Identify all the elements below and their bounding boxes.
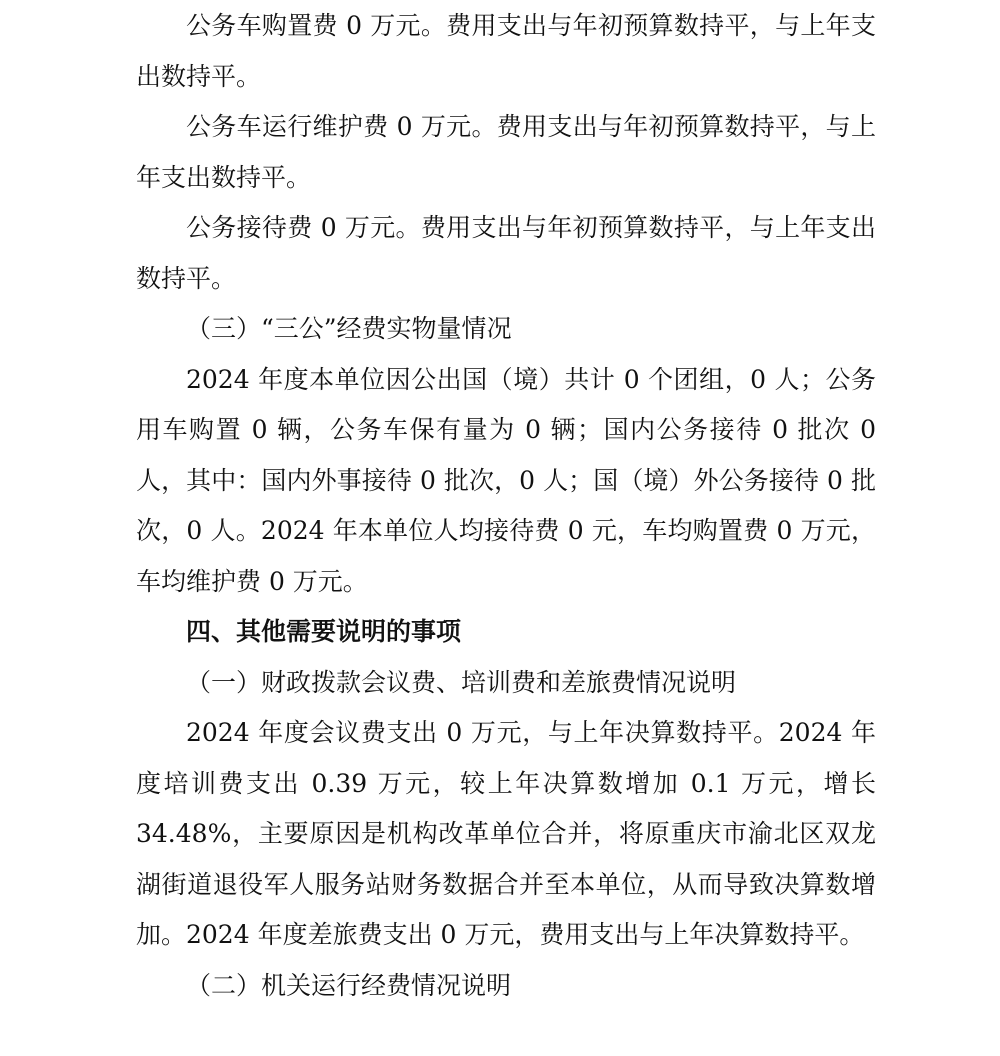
paragraph-official-car-purchase: 公务车购置费 0 万元。费用支出与年初预算数持平，与上年支出数持平。 bbox=[136, 11, 876, 91]
section-heading-physical-quantities: （三）“三公”经费实物量情况 bbox=[186, 314, 512, 343]
paragraph-official-reception: 公务接待费 0 万元。费用支出与年初预算数持平，与上年支出数持平。 bbox=[136, 213, 876, 293]
paragraph-meeting-training-travel: 2024 年度会议费支出 0 万元，与上年决算数持平。2024 年度培训费支出 0.39 万元，较上年决算数增加 0.1 万元，增长 34.48%，主要原因是机构改革单位合并，将原重庆市渝北区双龙湖街道退役军人服务站财务数据合并至本单位，从而导致决算数增加。2024 年度差旅费支出 0 万元，费用支出与上年决算数持平。 bbox=[136, 718, 876, 949]
paragraph-official-car-maintenance: 公务车运行维护费 0 万元。费用支出与年初预算数持平，与上年支出数持平。 bbox=[136, 112, 876, 192]
subsection-heading-meeting-training-travel: （一）财政拨款会议费、培训费和差旅费情况说明 bbox=[186, 667, 737, 697]
document-page bbox=[136, 0, 876, 1011]
paragraph-physical-quantities: 2024 年度本单位因公出国（境）共计 0 个团组，0 人；公务用车购置 0 辆，公务车保有量为 0 辆；国内公务接待 0 批次 0 人，其中：国内外事接待 0 批次，0 人；国（境）外公务接待 0 批次，0 人。2024 年本单位人均接待费 0 元，车均购置费 0 万元，车均维护费 0 万元。 bbox=[136, 364, 876, 596]
section-heading-other-matters: 四、其他需要说明的事项 bbox=[186, 617, 462, 646]
subsection-heading-operating-expenses: （二）机关运行经费情况说明 bbox=[186, 970, 512, 1000]
